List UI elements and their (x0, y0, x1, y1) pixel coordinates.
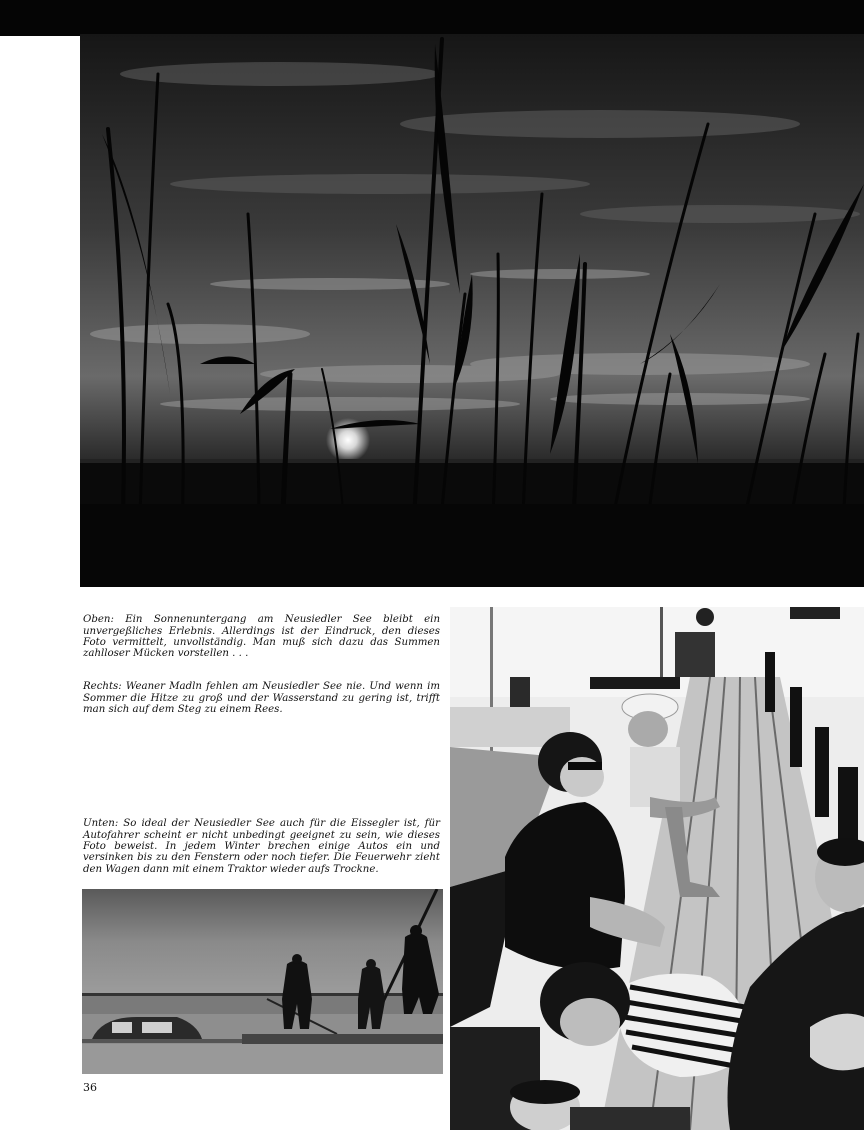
caption-top: Oben: Ein Sonnenuntergang am Neusiedler See bleibt ein unvergeßliches Erlebnis. Allerdings ist der Eindruck, den dieses Foto vermittelt, unvollständig. Man muß sich dazu das Summen zahlloser Mücken vorstellen . . . (83, 614, 440, 660)
jetty-people-photo (450, 607, 864, 1130)
page-number: 36 (83, 1081, 97, 1094)
top-black-bar (0, 0, 864, 36)
caption-right: Rechts: Weaner Madln fehlen am Neusiedler See nie. Und wenn im Sommer die Hitze zu groß und der Wasserstand zu gering ist, trifft man sich auf dem Steg zu einem Rees. (83, 681, 440, 715)
caption-bottom: Unten: So ideal der Neusiedler See auch für die Eissegler ist, für Autofahrer scheint er nicht unbedingt geeignet zu sein, wie dieses Foto beweist. In jedem Winter brechen einige Autos ein und versinken bis zu den Fenstern oder noch tiefer. Die Feuerwehr zieht den Wagen dann mit einem Traktor wieder aufs Trockne. (83, 818, 440, 875)
sunset-reeds-photo (80, 34, 864, 587)
sunken-car-photo (82, 889, 443, 1074)
